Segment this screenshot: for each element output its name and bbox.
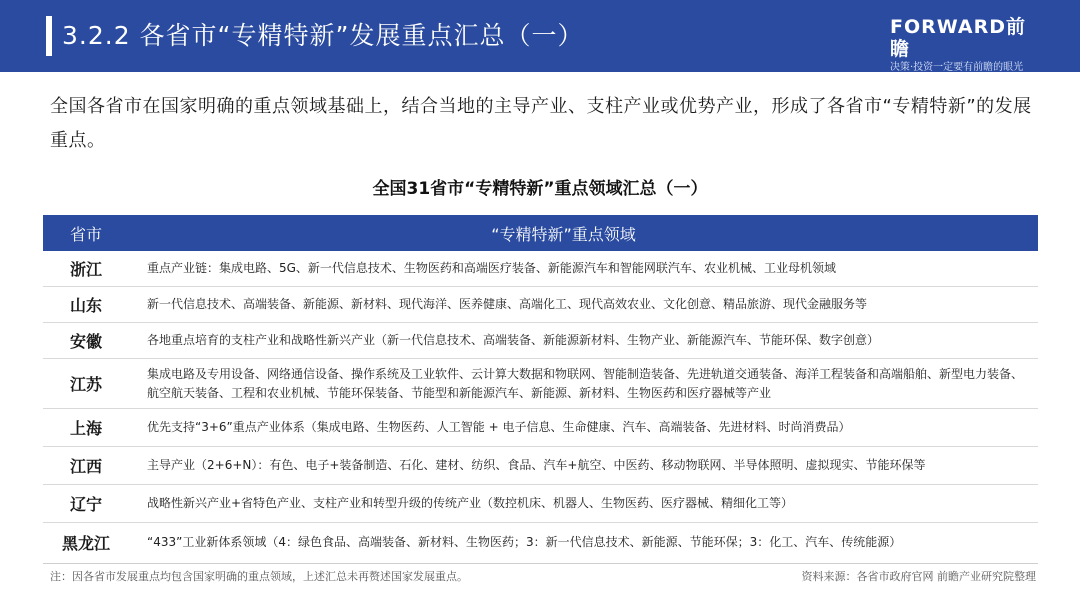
province-cell: 辽宁 [69, 495, 102, 514]
province-cell: 江西 [69, 457, 102, 476]
table-row [43, 323, 1038, 359]
table-row [43, 359, 1038, 409]
table-row [43, 523, 1038, 561]
focus-area-cell: 战略性新兴产业+省特色产业、支柱产业和转型升级的传统产业（数控机床、机器人、生物医药、医疗器械、精细化工等） [147, 496, 794, 510]
header-accent-bar [46, 16, 52, 56]
brand [890, 16, 1040, 76]
province-cell: 上海 [69, 419, 102, 438]
header-focus-area: “专精特新”重点领域 [491, 224, 636, 244]
focus-area-cell: 主导产业（2+6+N）：有色、电子+装备制造、石化、建材、纺织、食品、汽车+航空、中医药、移动物联网、半导体照明、虚拟现实、节能环保等 [147, 458, 926, 472]
footer-source: 资料来源：各省市政府官网 前瞻产业研究院整理 [801, 570, 1036, 583]
table-row [43, 485, 1038, 523]
table-header [43, 215, 1038, 251]
focus-area-cell: 优先支持“3+6”重点产业体系（集成电路、生物医药、人工智能 + 电子信息、生命健康、汽车、高端装备、先进材料、时尚消费品） [147, 420, 851, 434]
province-cell: 安徽 [69, 332, 102, 351]
header-province: 省市 [69, 224, 102, 244]
table-title: 全国31省市“专精特新”重点领域汇总（一） [372, 179, 708, 199]
focus-area-cell: 新一代信息技术、高端装备、新能源、新材料、现代海洋、医养健康、高端化工、现代高效农业、文化创意、精品旅游、现代金融服务等 [147, 297, 868, 311]
page-title: 3.2.2 各省市“专精特新”发展重点汇总（一） [62, 21, 584, 50]
brand-logo: FORWARD前瞻 [890, 16, 1026, 60]
focus-area-cell: 各地重点培育的支柱产业和战略性新兴产业（新一代信息技术、高端装备、新能源新材料、生物产业、新能源汽车、节能环保、数字创意） [147, 333, 880, 347]
intro-paragraph: 全国各省市在国家明确的重点领域基础上，结合当地的主导产业、支柱产业或优势产业，形成了各省市“专精特新”的发展重点。 [50, 96, 1032, 151]
footer-divider [43, 563, 1038, 564]
table-row [43, 251, 1038, 287]
province-cell: 山东 [69, 296, 102, 315]
table-row [43, 447, 1038, 485]
table-row [43, 409, 1038, 447]
table-row [43, 287, 1038, 323]
focus-area-cell: 重点产业链：集成电路、5G、新一代信息技术、生物医药和高端医疗装备、新能源汽车和智能网联汽车、农业机械、工业母机领域 [147, 261, 836, 275]
province-cell: 黑龙江 [61, 533, 110, 553]
brand-slogan: 决策·投资一定要有前瞻的眼光 [890, 62, 1024, 73]
province-cell: 浙江 [69, 260, 102, 279]
footer-note: 注：因各省市发展重点均包含国家明确的重点领域，上述汇总未再赘述国家发展重点。 [50, 570, 468, 583]
header-bar [0, 0, 1080, 72]
province-cell: 江苏 [69, 375, 102, 394]
focus-area-cell: 集成电路及专用设备、网络通信设备、操作系统及工业软件、云计算大数据和物联网、智能制造装备、先进轨道交通装备、海洋工程装备和高端船舶、新型电力装备、航空航天装备、工程和农业机械、节能环保装备、节能型和新能源汽车、新能源、新材料、生物医药和医疗器械等产业 [147, 366, 1024, 400]
focus-area-cell: “433”工业新体系领域（4：绿色食品、高端装备、新材料、生物医药；3：新一代信息技术、新能源、节能环保；3：化工、汽车、传统能源） [147, 534, 902, 549]
focus-area-table [43, 215, 1038, 561]
